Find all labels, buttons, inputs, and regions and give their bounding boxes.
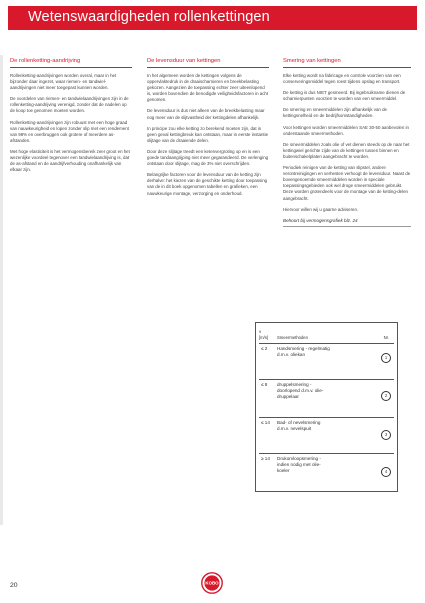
- column-chain-lifetime: [147, 58, 269, 202]
- paragraph: In principe zou elke ketting zo berekend moeten zijn, dat in geen geval kettingbreuk kan ontstaan, maar in eerste instantie slijtage van de draaiende delen.: [147, 125, 269, 143]
- left-margin-bar: [0, 55, 3, 525]
- column-heading: De levensduur van kettingen: [147, 58, 269, 68]
- kobo-logo-icon: [201, 572, 223, 594]
- paragraph: De voordelen van riemen- en tandwielaandrijvingen zijn in de rollenketting-aandrijving verenigd, zonder dat de nadelen op de koop toe genomen moeten worden.: [10, 96, 129, 114]
- table-row: [256, 343, 397, 377]
- paragraph: Periodiek reinigen van de ketting van slipstel, andere verontreinigingen en verhesten verhoogt de levensduur. Naast de bovengenoemde smeermiddelen worden in speciale toepassingsgebieden ook wel droge smeermiddelen gebruikt. Deze worden grotendeels voor de montage van de ketting-delen aangebracht.: [283, 165, 411, 201]
- paragraph: Rollenketting-aandrijvingen zijn robuust met een hoge graad van nauwkeurigheid en lopen zonder slip met een rendement van 98% en overbruggen ook grotere of meerdere as-afstanden.: [10, 119, 129, 143]
- method-number: 4: [381, 467, 391, 477]
- row-divider: [259, 343, 394, 344]
- method-text: [277, 456, 357, 473]
- method-line: Handsmering - regelmatig: [277, 346, 330, 351]
- method-number: 3: [381, 430, 391, 440]
- method-line: Bad- of nevelsmering: [277, 420, 321, 425]
- speed-value: ≤ 8: [261, 382, 268, 387]
- number-header: Nr.: [383, 335, 389, 340]
- speed-value: ≥ 14: [261, 456, 270, 461]
- column-chain-lubrication: [283, 58, 411, 227]
- paragraph: De ketting is dus NIET gesmeerd. Bij ingebruikname dienen de scharnierpunten voorzien te worden van een smeermiddel.: [283, 90, 406, 102]
- page-title: Wetenswaardigheden rollenkettingen: [28, 9, 270, 25]
- title-banner: [8, 6, 417, 30]
- paragraph: De levensduur is dus niet alleen van de breekbelasting maar nog meer van de slijtvastheid der kettingdelen afhankelijk.: [147, 108, 265, 120]
- column-heading: De rollenketting-aandrijving: [10, 58, 132, 68]
- column-chain-drive: [10, 58, 132, 178]
- method-line: druppelsmering -: [277, 382, 312, 387]
- logo-text: KOBO: [205, 580, 219, 586]
- paragraph: Elke ketting wordt na fabricage en controle voorzien van een conserveringsmiddel tegen roest tijdens opslag en transport.: [283, 73, 401, 85]
- method-number: 2: [381, 391, 391, 401]
- speed-value: ≤ 14: [261, 420, 270, 425]
- lubrication-methods-table: [255, 322, 398, 492]
- method-line: Drukomloopsmering -: [277, 456, 321, 461]
- table-row: [256, 453, 397, 489]
- paragraph: De smering en smeermiddelen zijn afhankelijk van de kettingsnelheid en de bedrijfsomstandigheden.: [283, 107, 387, 119]
- method-text: [277, 382, 357, 399]
- paragraph: In het algemeen worden de kettingen volgens de oppervlaktedruk in de draaischarnieren en breekbelasting gekozen. Aangezien de toepassing echter zeer uiteenlopend is, worden bovendien de benodigde veiligheidsfactoren in acht genomen.: [147, 73, 269, 103]
- paragraph: Rollenketting-aandrijvingen worden overal, maar in het bijzonder daar ingezet, waar riemen- en tandwiel-aandrijvingen niet meer toegepast kunnen worden.: [10, 73, 117, 91]
- paragraph: Belangrijke factoren voor de levensduur van de ketting zijn derhalve: het kiezen van de geschikte ketting door toepassing van de in dit boek opgenomen tabellen en grafieken, een nauwkeurige montage, verzorging en onderhoud.: [147, 172, 268, 196]
- method-text: [277, 346, 357, 358]
- method-text: [277, 420, 357, 432]
- paragraph: Door deze slijtage treedt een ketenvergroting op en is een goede tandaangrijping niet meer gegarandeerd. De verlenging ontstaan door slijtage, mag de 3% niet overschrijden.: [147, 148, 269, 167]
- row-divider: [259, 417, 394, 418]
- method-line: koeler: [277, 467, 290, 473]
- method-number: 1: [381, 353, 391, 363]
- method-line: druppelaar: [277, 393, 299, 399]
- table-row: [256, 417, 397, 451]
- speed-value: ≤ 2: [261, 346, 268, 351]
- row-divider: [259, 453, 394, 454]
- speed-header-unit: [m/s]: [259, 335, 269, 340]
- method-header: Smeermethoden: [277, 335, 308, 340]
- speed-header-symbol: v: [259, 329, 262, 334]
- paragraph: Met hoge elasticiteit is het vermogensbereik zeer groot en het wezenlijke voordeel tegenover een tandwielaandrijving is, dat de as-afstand en de aandrijfverhouding onafhankelijk van elkaar zijn.: [10, 148, 130, 173]
- paragraph: Voor kettingen worden smeermiddelen SAE 30-50 aanbevolen in onderstaande smeermethoden.: [283, 124, 409, 136]
- graph-reference-note: Behoort bij vermogensgrafiek blz. 24: [283, 218, 411, 227]
- method-line: d.m.v. oliekan: [277, 351, 305, 357]
- method-line: doorlopend d.m.v. olie-: [277, 387, 324, 393]
- method-line: d.m.v. nevelspuit: [277, 425, 312, 431]
- paragraph: De smeermiddelen zoals olie of vet dienen steeds op de naar het kettingwiel gerichte zijde van de kettingen tussen binnen en buitenschakelplaten aangebracht te worden.: [283, 141, 410, 159]
- method-line: indien nodig met olie-: [277, 461, 321, 467]
- row-divider: [259, 379, 394, 380]
- column-heading: Smering van kettingen: [283, 58, 411, 68]
- paragraph: Hiervoor willen wij u gaarne adviseren.: [283, 206, 359, 212]
- page-number: 20: [10, 582, 18, 589]
- table-row: [256, 379, 397, 415]
